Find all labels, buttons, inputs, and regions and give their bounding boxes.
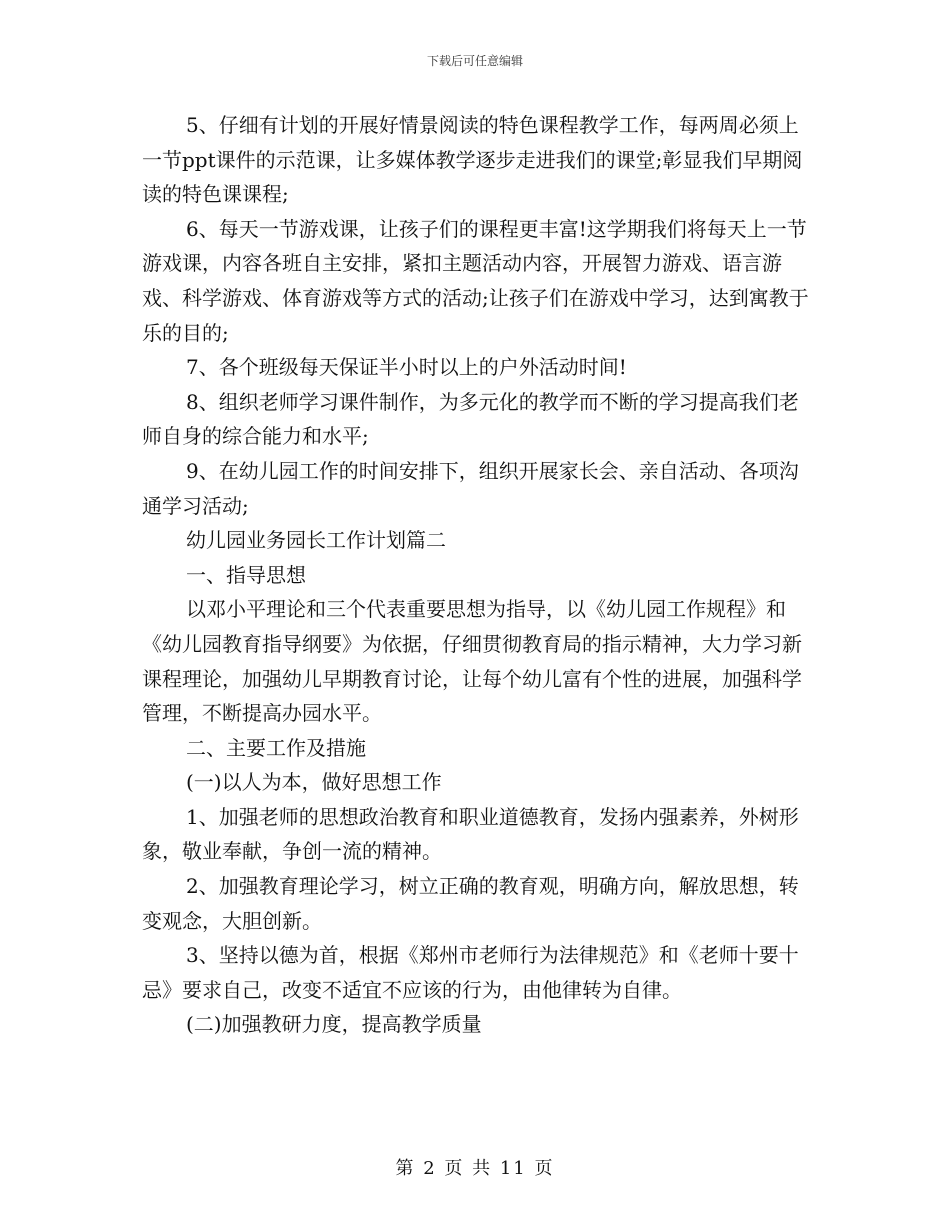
paragraph-item-5: 5、仔细有计划的开展好情景阅读的特色课程教学工作，每两周必须上一节ppt课件的示范课，让多媒体教学逐步走进我们的课堂;彰显我们早期阅读的特色课课程;	[142, 113, 803, 207]
subheading-teaching-research: (二)加强教研力度，提高教学质量	[186, 1012, 482, 1037]
paragraph-item-9: 9、在幼儿园工作的时间安排下，组织开展家长会、亲自活动、各项沟通学习活动;	[142, 458, 799, 518]
page-footer: 第 2 页 共 11 页	[395, 1158, 555, 1179]
subheading-people-first: (一)以人为本，做好思想工作	[186, 770, 442, 795]
document-body	[142, 108, 818, 1042]
page-header: 下载后可任意编辑	[426, 54, 523, 68]
heading-guiding-thought: 一、指导思想	[186, 562, 306, 587]
heading-main-work: 二、主要工作及措施	[186, 735, 366, 760]
paragraph-item-6: 6、每天一节游戏课，让孩子们的课程更丰富!这学期我们将每天上一节游戏课，内容各班自主安排，紧扣主题活动内容，开展智力游戏、语言游戏、科学游戏、体育游戏等方式的活动;让孩子们在游戏中学习，达到寓教于乐的目的;	[142, 216, 809, 345]
paragraph-guiding-thought: 以邓小平理论和三个代表重要思想为指导，以《幼儿园工作规程》和《幼儿园教育指导纲要》为依据，仔细贯彻教育局的指示精神，大力学习新课程理论，加强幼儿早期教育讨论，让每个幼儿富有个性的进展，加强科学管理，不断提高办园水平。	[142, 597, 802, 726]
paragraph-work-2: 2、加强教育理论学习，树立正确的教育观，明确方向，解放思想，转变观念，大胆创新。	[142, 874, 799, 933]
section-title: 幼儿园业务园长工作计划篇二	[186, 528, 446, 553]
paragraph-work-1: 1、加强老师的思想政治教育和职业道德教育，发扬内强素养，外树形象，敬业奉献，争创一流的精神。	[142, 804, 799, 864]
paragraph-item-8: 8、组织老师学习课件制作，为多元化的教学而不断的学习提高我们老师自身的综合能力和水平;	[142, 389, 799, 449]
paragraph-item-7: 7、各个班级每天保证半小时以上的户外活动时间!	[186, 355, 627, 380]
paragraph-work-3: 3、坚持以德为首，根据《郑州市老师行为法律规范》和《老师十要十忌》要求自己，改变不适宜不应该的行为，由他律转为自律。	[142, 943, 799, 1002]
